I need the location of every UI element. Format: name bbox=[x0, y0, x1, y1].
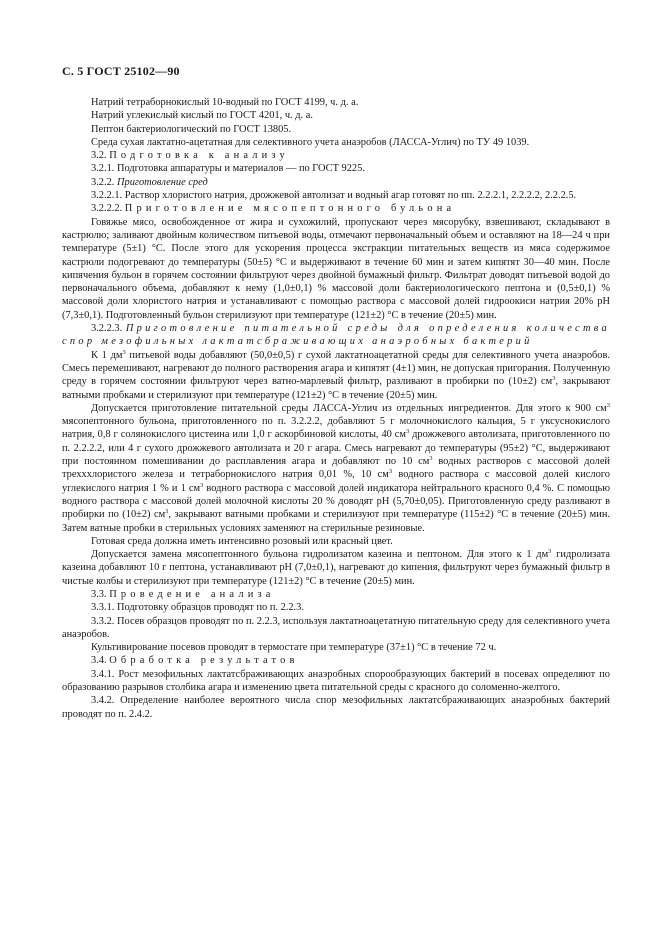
section-heading bbox=[62, 588, 610, 601]
superscript: 3 bbox=[429, 455, 433, 463]
paragraph: 3.3.1. Подготовку образцов проводят по п. 2.2.3. bbox=[91, 602, 304, 614]
text-run: Допускается приготовление питательной среды ЛАССА-Углич из отдельных ингредиентов. Для этого к 900 см bbox=[91, 402, 607, 414]
superscript: 3 bbox=[548, 548, 552, 556]
superscript: 3 bbox=[122, 348, 126, 356]
paragraph: Натрий тетраборнокислый 10-водный по ГОСТ 4199, ч. д. а. bbox=[91, 97, 359, 108]
section-title: Приготовление мясопептонного бульона bbox=[124, 203, 456, 215]
section-title: Проведение анализа bbox=[109, 588, 275, 600]
subsection-heading bbox=[62, 176, 610, 189]
subsection-heading bbox=[62, 202, 610, 215]
section-number: 3.3. bbox=[91, 588, 107, 600]
text-run: водных растворов с массовой долей трехххлористого железа и тетраборнокислого натрия 0,01 %, 10 см bbox=[62, 456, 610, 481]
section-heading bbox=[62, 654, 610, 667]
section-title: Подготовка к анализу bbox=[109, 150, 289, 162]
section-title: Приготовление питательной среды для определения количества спор мезофильных лактатсбраживающих анаэробных бактерий bbox=[62, 323, 610, 348]
text-run: дрожжевого автолизата, приготовленного по п. 2.2.2.2, или 4 г сухого дрожжевого автолизата и 20 г агара. Смесь нагревают до температуры (95±2) °С, выдерживают при постоянном помешивании до расплавления агара и добавляют по 10 см bbox=[62, 429, 610, 468]
text-run: К 1 дм bbox=[91, 349, 123, 361]
superscript: 3 bbox=[405, 428, 410, 436]
paragraph: Пептон бактериологический по ГОСТ 13805. bbox=[91, 123, 292, 135]
section-number: 3.2.2.2. bbox=[91, 203, 123, 215]
section-heading bbox=[62, 149, 610, 162]
section-number: 3.2. bbox=[91, 150, 107, 162]
paragraph bbox=[62, 402, 610, 535]
paragraph: Натрий углекислый кислый по ГОСТ 4201, ч. д. а. bbox=[91, 110, 313, 122]
text-run: водного раствора с массовой долей кислого углекислого натрия 1 % и 1 см bbox=[62, 469, 610, 494]
superscript: 3 bbox=[200, 481, 204, 489]
text-run: гидролизата казеина добавляют 10 г пептона, устанавливают рН (7,0±0,1), нагревают до кипения, фильтруют через бумажный фильтр в чистые колбы и стерилизуют при температуре (121±2) °С в течение (20±5) мин. bbox=[62, 549, 610, 587]
text-run: Допускается замена мясопептонного бульона гидролизатом казеина и пептоном. Для этого к 1 дм bbox=[91, 549, 549, 561]
subsection-heading bbox=[62, 322, 610, 349]
paragraph bbox=[62, 548, 610, 588]
section-title: Приготовление сред bbox=[117, 176, 208, 188]
paragraph: Говяжье мясо, освобожденное от жира и сухожилий, пропускают через мясорубку, взвешивают, складывают в кастрюлю; заливают двойным количеством питьевой воды, отмечают первоначальный объем и оставляют на 18—24 ч при температуре (5±1) °С. После этого для ускорения процесса экстракции питательных веществ из мяса содержимое кастрюли подогревают до температуры (50±5) °С и выдерживают в течение 60 мин и затем кипятят 30—40 мин. После кипячения бульон в горячем состоянии фильтруют через двойной бумажный фильтр. Фильтрат доводят питьевой водой до первоначального объема, добавляют к нему (1,0±0,1) % массовой доли бактериологического пептона и (0,5±0,1) % массовой доли хлористого натрия и устанавливают с помощью раствора с массовой долей гидроокиси натрия 20% рН (7,3±0,1). Подготовленный бульон стерилизуют при температуре (121±2) °С в течение (20±5) мин. bbox=[62, 216, 610, 321]
text-run: , закрывают ватными пробками и стерилизуют при температуре (115±2) °С в течение (20±5) мин. Затем ватные пробки в стерильных условиях заменяют на стерильные резиновые. bbox=[62, 509, 610, 534]
paragraph: Готовая среда должна иметь интенсивно розовый или красный цвет. bbox=[91, 535, 393, 547]
text-run: питьевой воды добавляют (50,0±0,5) г сухой лактатноацетатной среды для селективного учета анаэробов. Смесь перемешивают, нагревают до полного растворения агара и кипятят (4±1) мин, не допуская пригорания. Полученную среду в горячем состоянии фильтруют через ватно-марлевый фильтр, разливают в пробирки по (10±2) см bbox=[62, 349, 611, 388]
section-number: 3.2.2.3. bbox=[91, 323, 123, 335]
text-run: , закрывают ватными пробками и стерилизуют при температуре (121±2) °С в течение (20±5) мин. bbox=[62, 376, 610, 401]
section-number: 3.2.2. bbox=[91, 176, 115, 188]
paragraph: 3.2.1. Подготовка аппаратуры и материалов — по ГОСТ 9225. bbox=[91, 163, 365, 175]
paragraph: 3.4.1. Рост мезофильных лактатсбраживающих анаэробных спорообразующих бактерий в посевах определяют по образованию разрывов столбика агара и изменению цвета питательной среды с красного до соломенно-желтого. bbox=[62, 668, 610, 694]
paragraph: 3.3.2. Посев образцов проводят по п. 2.2.3, используя лактатноацетатную питательную среду для селективного учета анаэробов. bbox=[62, 615, 610, 640]
document-body bbox=[62, 96, 610, 721]
superscript: 3 bbox=[606, 401, 610, 409]
superscript: 3 bbox=[388, 468, 393, 476]
page-header: С. 5 ГОСТ 25102—90 bbox=[62, 64, 180, 78]
superscript: 3 bbox=[165, 508, 169, 516]
paragraph: 3.4.2. Определение наиболее вероятного числа спор мезофильных лактатсбраживающих анаэробных бактерий проводят по п. 2.4.2. bbox=[62, 695, 610, 720]
text-run: мясопептонного бульона, приготовленного по п. 3.2.2.2, добавляют 5 г молочнокислого кальция, 5 г уксуснокислого натрия, 0,8 г солянокислого цистеина или 1,0 г аскорбиновой кислоты, 40 см bbox=[62, 416, 610, 441]
paragraph bbox=[62, 349, 610, 402]
paragraph: Культивирование посевов проводят в термостате при температуре (37±1) °С в течение 72 ч. bbox=[91, 642, 497, 654]
paragraph: Среда сухая лактатно-ацетатная для селективного учета анаэробов (ЛАССА-Углич) по ТУ 49 1039. bbox=[91, 136, 530, 148]
paragraph: 3.2.2.1. Раствор хлористого натрия, дрожжевой автолизат и водный агар готовят по пп. 2.2.2.1, 2.2.2.2, 2.2.2.5. bbox=[91, 190, 577, 202]
text-run: водного раствора с массовой долей индикатора нейтрального красного 0,4 %. С помощью водного раствора с массовой долей молочной кислоты 20 % доводят рН (5,70±0,05). Приготовленную среду разливают в пробирки по (10±2) см bbox=[62, 482, 610, 521]
section-title: Обработка результатов bbox=[109, 655, 299, 667]
superscript: 3 bbox=[552, 375, 556, 383]
section-number: 3.4. bbox=[91, 655, 107, 667]
